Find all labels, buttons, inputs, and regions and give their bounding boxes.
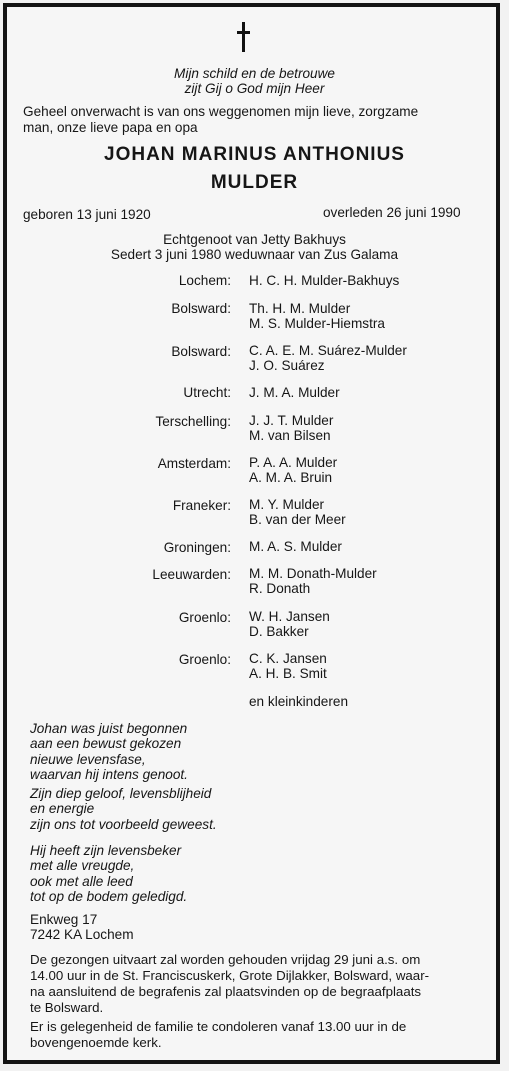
family-member: A. M. A. Bruin (249, 470, 333, 485)
family-place: Amsterdam: (157, 456, 231, 471)
family-member: M. A. S. Mulder (249, 539, 342, 554)
poem-line: ook met alle leed (30, 873, 133, 889)
family-member: D. Bakker (249, 624, 309, 639)
poem-line: waarvan hij intens genoot. (30, 767, 188, 783)
grandchildren-line: en kleinkinderen (249, 694, 348, 709)
family-member: M. van Bilsen (249, 428, 331, 443)
poem-line: zijn ons tot voorbeeld geweest. (30, 816, 217, 832)
family-member: W. H. Jansen (249, 609, 330, 624)
deceased-name-line-2: MULDER (210, 172, 299, 193)
condolence-notice (30, 1019, 406, 1051)
family-place: Groenlo: (178, 652, 231, 667)
family-member: J. O. Suárez (249, 358, 325, 373)
family-place: Terschelling: (155, 414, 231, 429)
family-place: Bolsward: (171, 301, 231, 316)
family-place: Groningen: (163, 540, 231, 555)
family-member: C. K. Jansen (249, 651, 327, 666)
family-place: Utrecht: (183, 385, 231, 400)
poem-line: Johan was juist begonnen (30, 721, 188, 736)
deceased-name-line-1: JOHAN MARINUS ANTHONIUS (104, 144, 405, 165)
notice-line: De gezongen uitvaart zal worden gehouden vrijdag 29 juni a.s. om (30, 952, 421, 967)
family-member: B. van der Meer (249, 512, 346, 527)
poem-stanza-3 (30, 843, 187, 905)
family-place: Lochem: (178, 273, 231, 288)
family-place: Bolsward: (171, 344, 231, 359)
condolence-line: bovengenoemde kerk. (30, 1035, 162, 1050)
family-member: C. A. E. M. Suárez-Mulder (249, 343, 407, 358)
intro-line-1: Geheel onverwacht is van ons weggenomen mijn lieve, zorgzame (23, 104, 419, 119)
family-place: Franeker: (172, 498, 231, 513)
family-member: M. M. Donath-Mulder (249, 566, 377, 581)
spouse-line-1: Echtgenoot van Jetty Bakhuys (163, 232, 346, 247)
family-member: Th. H. M. Mulder (249, 301, 351, 316)
family-member: R. Donath (249, 581, 311, 596)
motto-line-1: Mijn schild en de betrouwe (174, 66, 335, 81)
poem-line: Hij heeft zijn levensbeker (30, 843, 182, 858)
poem-stanza-2 (30, 786, 217, 832)
poem-line: met alle vreugde, (30, 858, 135, 874)
birth-date: geboren 13 juni 1920 (23, 207, 151, 222)
address-street: Enkweg 17 (30, 912, 98, 927)
cross-icon (237, 22, 249, 52)
family-member: J. J. T. Mulder (249, 413, 334, 428)
spouse-line-2: Sedert 3 juni 1980 weduwnaar van Zus Galama (110, 247, 399, 262)
family-place: Leeuwarden: (152, 567, 231, 582)
notice-line: te Bolsward. (30, 1000, 104, 1015)
address (30, 912, 134, 943)
family-place: Groenlo: (178, 610, 231, 625)
family-member: A. H. B. Smit (249, 666, 327, 681)
death-date: overleden 26 juni 1990 (323, 205, 461, 220)
funeral-notice (30, 952, 429, 1016)
notice-line: na aansluitend de begrafenis zal plaatsvinden op de begraafplaats (30, 984, 422, 999)
family-member: P. A. A. Mulder (249, 455, 338, 470)
family-member: J. M. A. Mulder (249, 385, 340, 400)
motto-line-2: zijt Gij o God mijn Heer (184, 81, 325, 96)
poem-line: nieuwe levensfase, (30, 751, 146, 767)
family-member: M. Y. Mulder (249, 497, 325, 512)
poem-line: Zijn diep geloof, levensblijheid (30, 786, 212, 801)
intro-line-2: man, onze lieve papa en opa (23, 120, 198, 135)
poem-line: en energie (30, 801, 95, 817)
family-member: H. C. H. Mulder-Bakhuys (249, 273, 400, 288)
condolence-line: Er is gelegenheid de familie te condoleren vanaf 13.00 uur in de (30, 1019, 407, 1034)
family-member: M. S. Mulder-Hiemstra (249, 316, 385, 331)
poem-stanza-1 (30, 721, 188, 783)
notice-line: 14.00 uur in de St. Franciscuskerk, Grote Dijlakker, Bolsward, waar- (30, 968, 430, 983)
address-city: 7242 KA Lochem (30, 927, 134, 943)
poem-line: tot op de bodem geledigd. (30, 889, 188, 905)
poem-line: aan een bewust gekozen (30, 736, 182, 752)
